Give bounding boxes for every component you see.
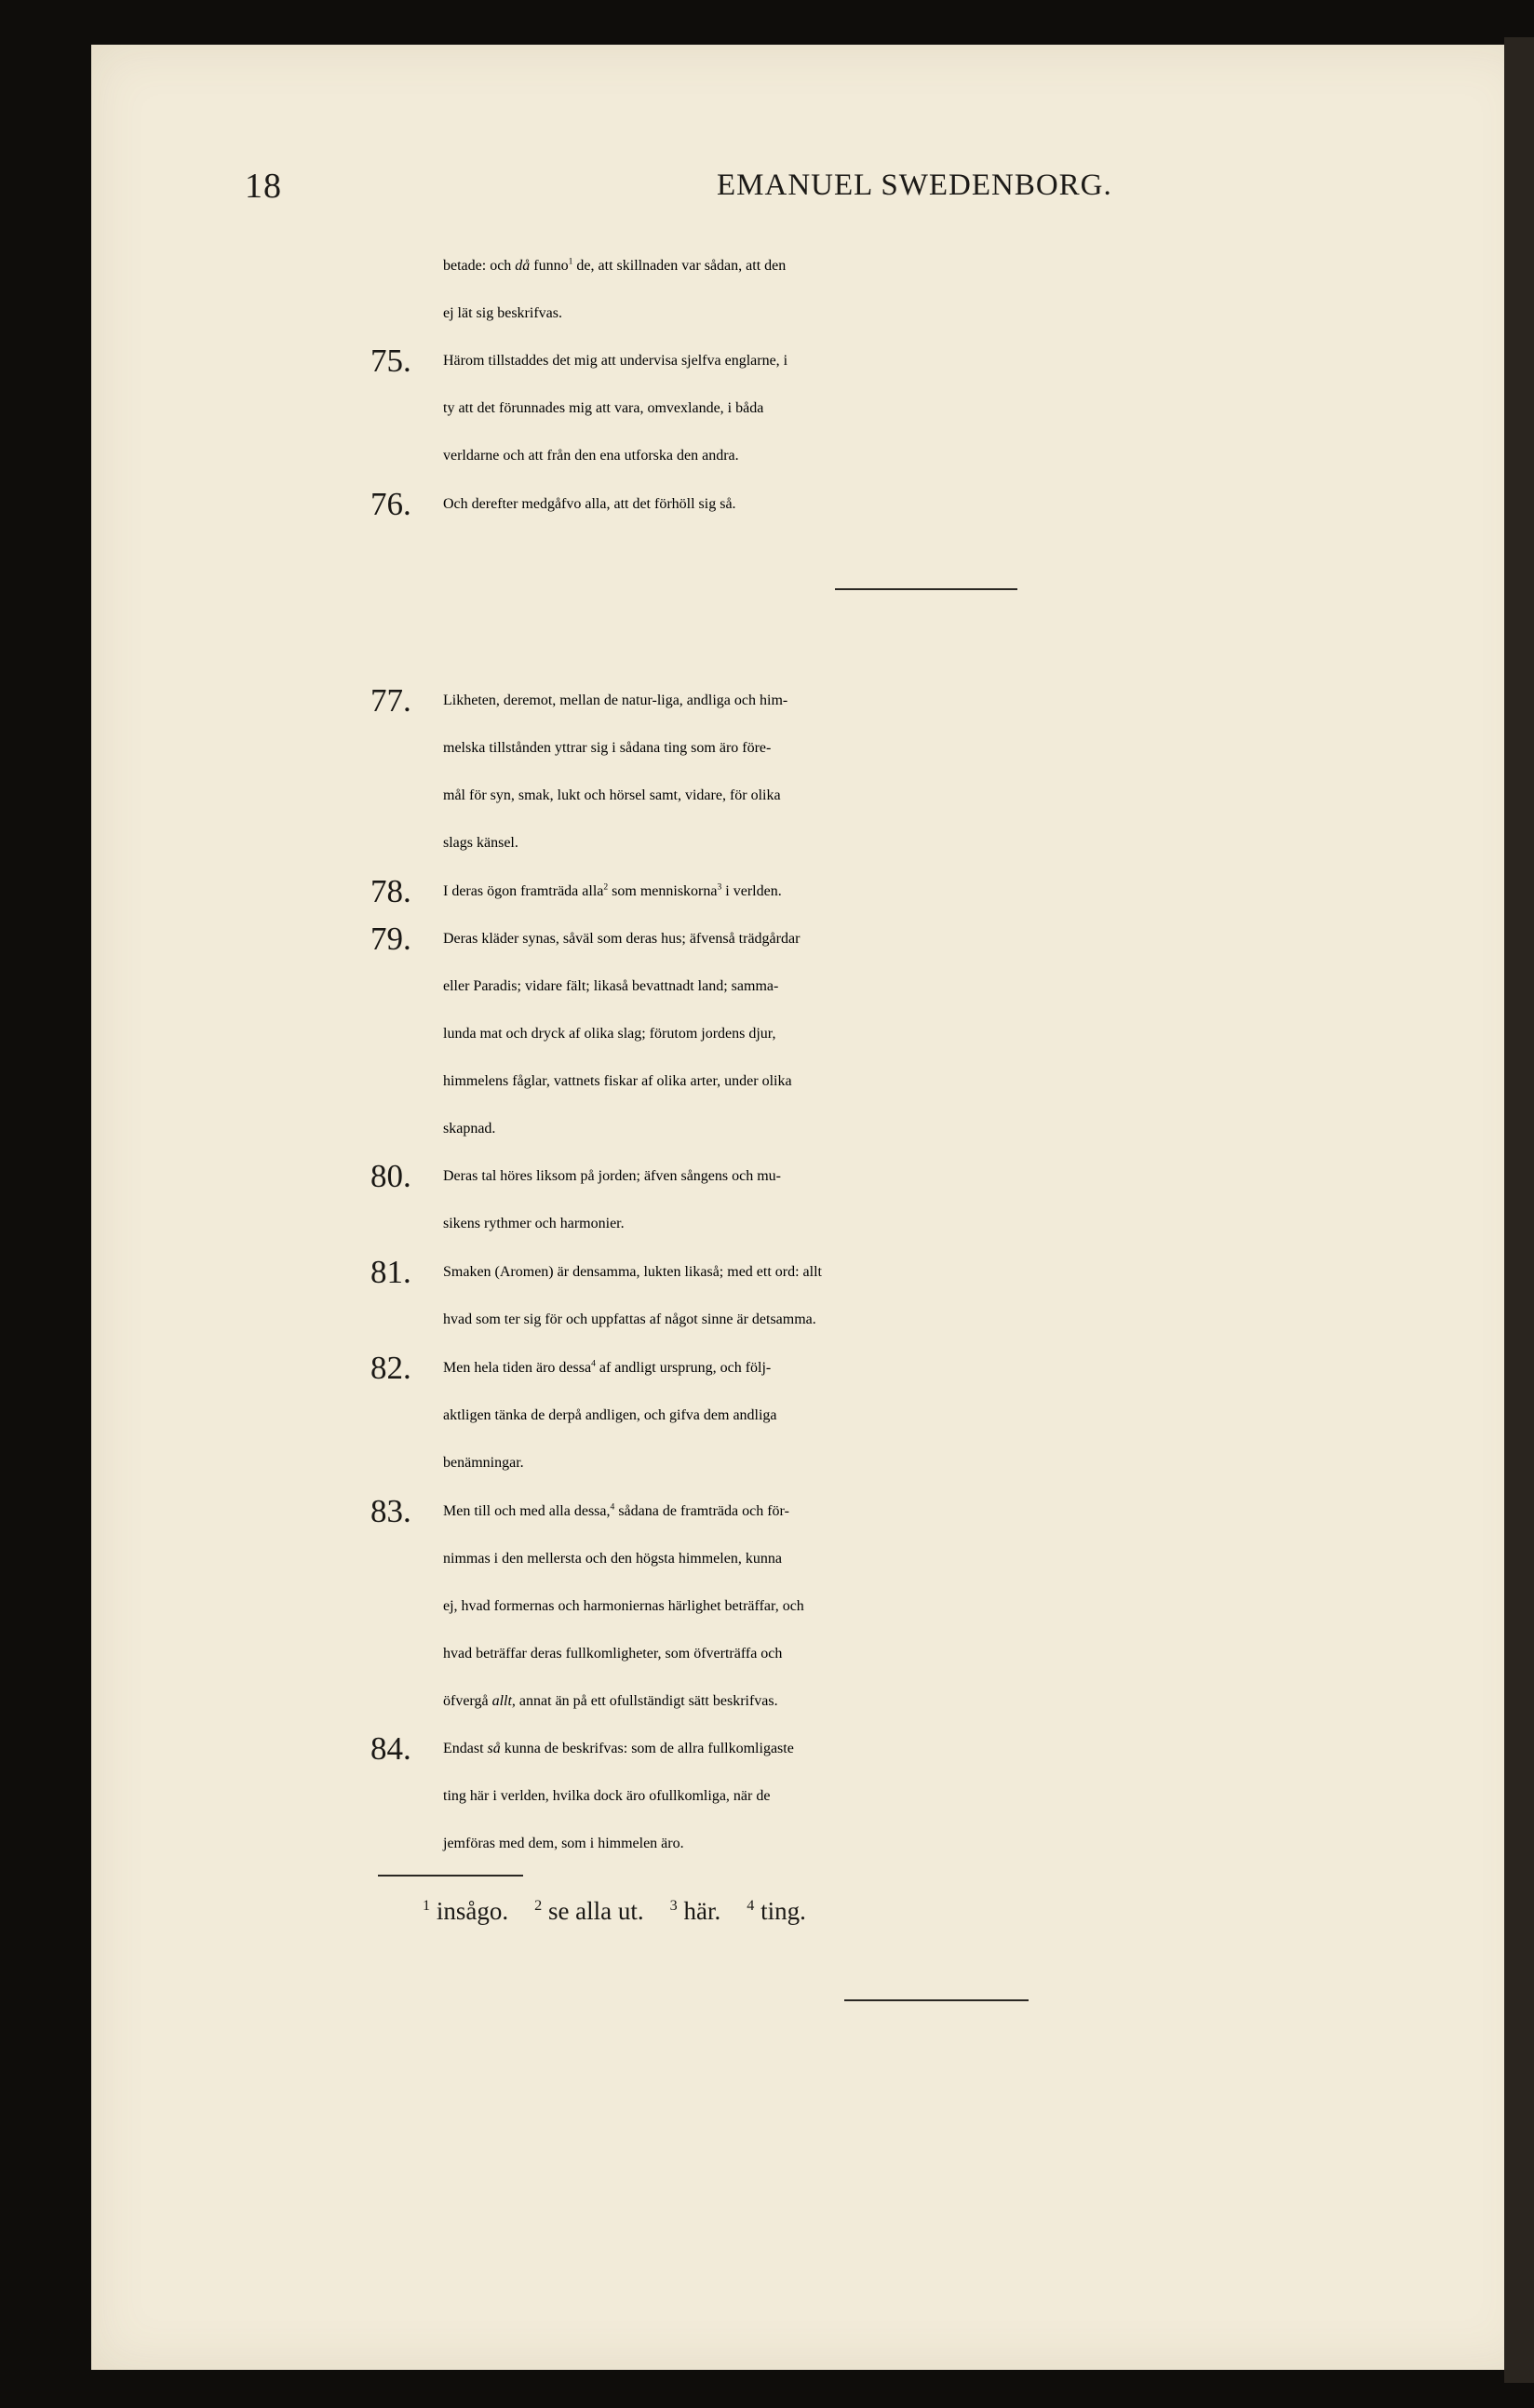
footnote-mark: 3 xyxy=(669,1897,678,1914)
footnote-rule xyxy=(378,1875,523,1877)
text-line: jemföras med dem, som i himmelen äro. xyxy=(443,1836,684,1851)
text-line: mål för syn, smak, lukt och hörsel samt, vidare, för olika xyxy=(443,787,781,803)
text-line: lunda mat och dryck af olika slag; förutom jordens djur, xyxy=(443,1026,776,1042)
text-line: eller Paradis; vidare fält; likaså bevattnadt land; samma- xyxy=(443,978,779,994)
paragraph-number: 75. xyxy=(370,343,411,379)
footnote: $^4$ ting. xyxy=(747,1897,806,1925)
text-line: öfvergå allt, annat än på ett ofullständigt sätt beskrifvas. xyxy=(443,1693,778,1709)
text-line: ej, hvad formernas och harmoniernas härlighet beträffar, och xyxy=(443,1598,804,1614)
text-line: betade: och då funno$^1$ de, att skillnaden var sådan, att den xyxy=(443,256,787,274)
footnote: $^3$ här. xyxy=(669,1897,721,1925)
footnote-mark: 2 xyxy=(534,1897,543,1914)
text-line: himmelens fåglar, vattnets fiskar af olika arter, under olika xyxy=(443,1073,792,1089)
text-line: Smaken (Aromen) är densamma, lukten likaså; med ett ord: allt xyxy=(443,1264,822,1280)
paragraph-number: 84. xyxy=(370,1730,411,1767)
footnote: $^2$ se alla ut. xyxy=(534,1897,644,1925)
footnote: $^1$ insågo. xyxy=(423,1897,509,1925)
text-line: melska tillstånden yttrar sig i sådana ting som äro före- xyxy=(443,740,772,756)
text-line: slags känsel. xyxy=(443,835,518,851)
paragraph-number: 78. xyxy=(370,873,411,909)
text-line: Och derefter medgåfvo alla, att det förhöll sig så. xyxy=(443,496,736,512)
page-header xyxy=(0,166,1534,212)
running-title: EMANUEL SWEDENBORG. xyxy=(717,168,1112,202)
text-line: hvad som ter sig för och uppfattas af något sinne är detsamma. xyxy=(443,1312,816,1327)
page-number: 18 xyxy=(245,167,282,206)
paragraph-number: 77. xyxy=(370,682,411,719)
footnote-mark: 1 xyxy=(423,1897,431,1914)
paragraph-number: 81. xyxy=(370,1254,411,1290)
section-divider xyxy=(835,588,1017,590)
text-line: benämningar. xyxy=(443,1455,524,1471)
text-line: Men hela tiden äro dessa$^4$ af andligt ursprung, och följ- xyxy=(443,1358,772,1376)
paragraph-number: 82. xyxy=(370,1350,411,1386)
text-line: nimmas i den mellersta och den högsta himmelen, kunna xyxy=(443,1551,782,1567)
paragraph-number: 80. xyxy=(370,1158,411,1194)
text-line: Likheten, deremot, mellan de natur-liga, andliga och him- xyxy=(443,693,788,708)
text-line: Men till och med alla dessa,$^4$ sådana de framträda och för- xyxy=(443,1501,789,1519)
paragraph-number: 79. xyxy=(370,921,411,957)
text-line: sikens rythmer och harmonier. xyxy=(443,1216,625,1231)
text-line: Endast så kunna de beskrifvas: som de allra fullkomligaste xyxy=(443,1741,794,1756)
text-line: ting här i verlden, hvilka dock äro ofullkomliga, när de xyxy=(443,1788,771,1804)
text-line: ty att det förunnades mig att vara, omvexlande, i båda xyxy=(443,400,764,416)
paragraph-number: 76. xyxy=(370,486,411,522)
footnotes xyxy=(423,1890,1260,1932)
text-line: ej lät sig beskrifvas. xyxy=(443,305,562,321)
text-line: Härom tillstaddes det mig att undervisa sjelfva englarne, i xyxy=(443,353,788,369)
footnote-mark: 4 xyxy=(747,1897,755,1914)
text-line: I deras ögon framträda alla$^2$ som menniskorna$^3$ i verlden. xyxy=(443,881,782,899)
text-line: Deras tal höres liksom på jorden; äfven sångens och mu- xyxy=(443,1168,782,1184)
page-edge-shadow xyxy=(1504,37,1534,2383)
paragraph-number: 83. xyxy=(370,1493,411,1529)
end-divider xyxy=(844,1999,1029,2001)
text-line: verldarne och att från den ena utforska den andra. xyxy=(443,448,739,464)
text-line: hvad beträffar deras fullkomligheter, som öfverträffa och xyxy=(443,1646,783,1661)
text-line: skapnad. xyxy=(443,1121,496,1137)
text-line: aktligen tänka de derpå andligen, och gifva dem andliga xyxy=(443,1407,777,1423)
text-line: Deras kläder synas, såväl som deras hus; äfvenså trädgårdar xyxy=(443,931,801,947)
